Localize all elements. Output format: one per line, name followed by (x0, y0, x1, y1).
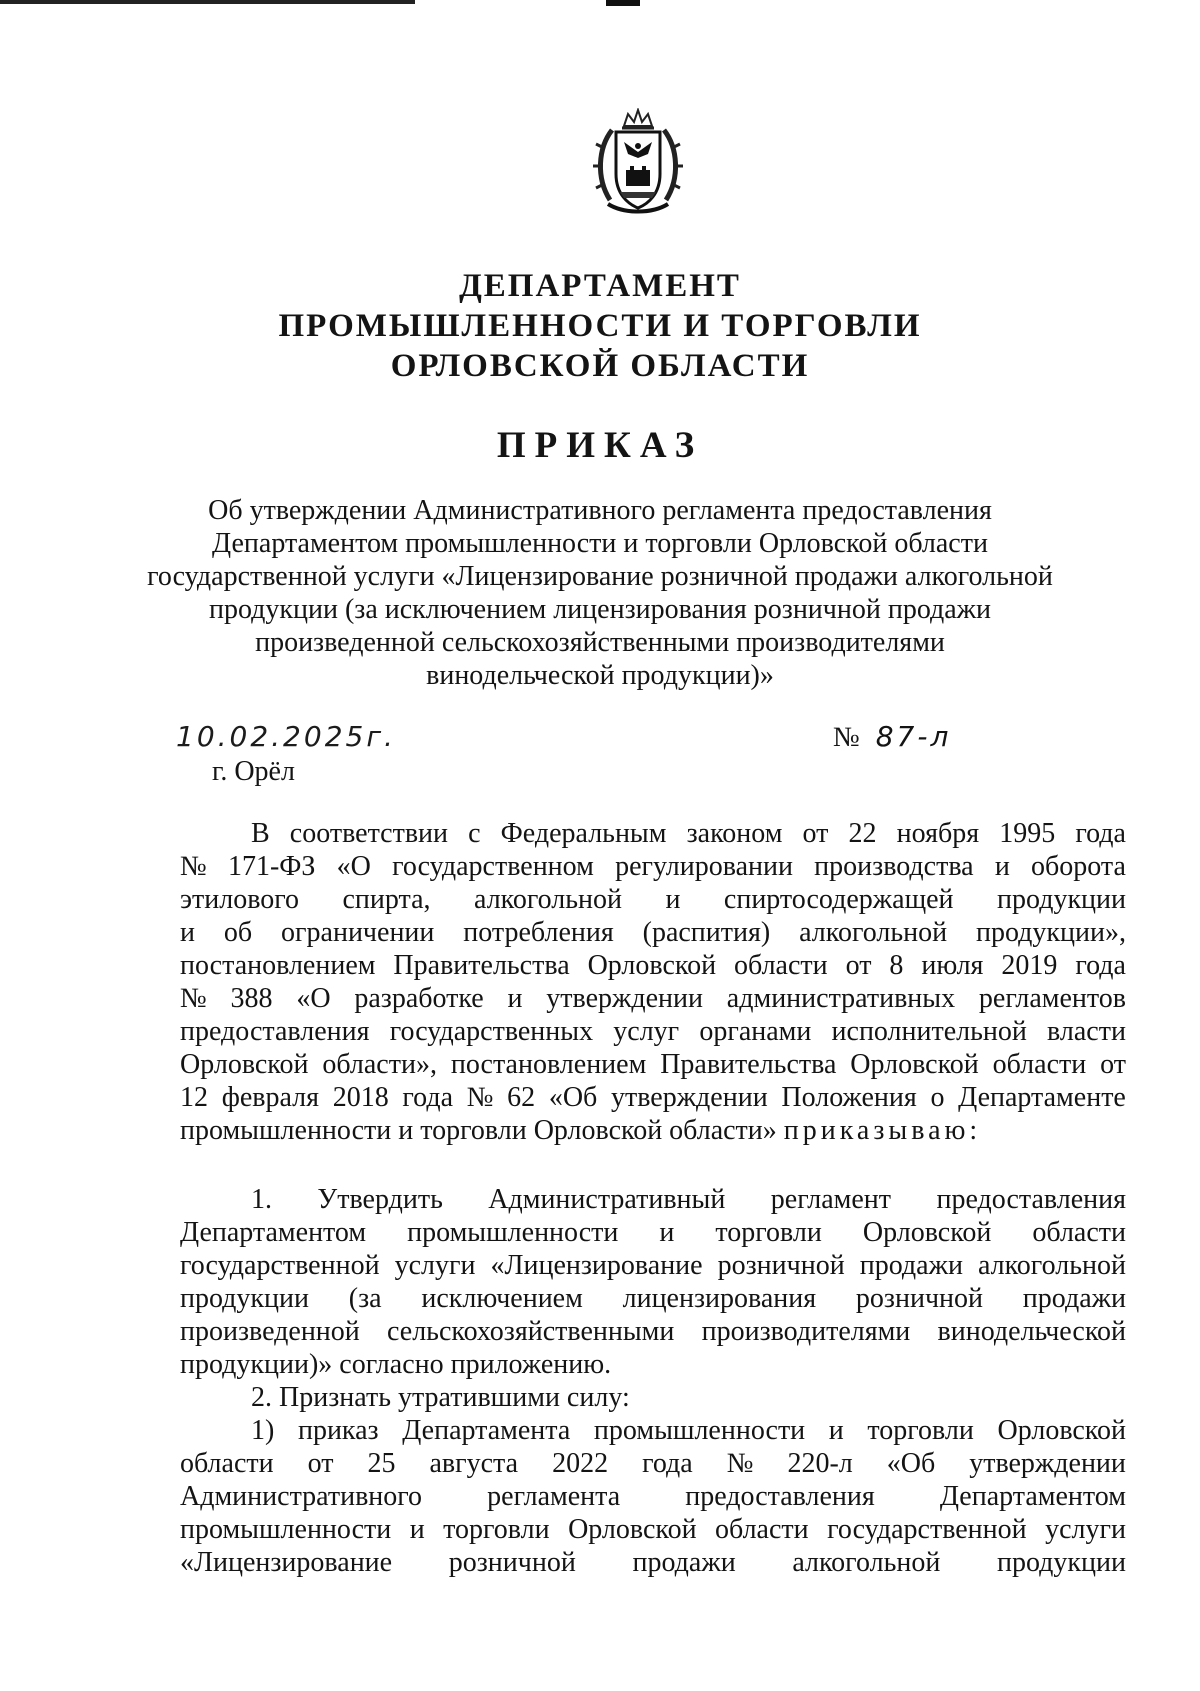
word: продукции», (975, 917, 1126, 948)
word: от (307, 1448, 334, 1479)
word: государственном (392, 851, 594, 882)
word: утверждении (610, 1082, 768, 1113)
word: года (402, 1082, 454, 1113)
word: (распития) (642, 917, 771, 948)
word: области (180, 1448, 274, 1479)
word: лицензирования (622, 1283, 817, 1314)
word: оборота (1031, 851, 1126, 882)
word: Орловской (997, 1415, 1126, 1446)
word: регламента (487, 1481, 621, 1512)
preamble-last-line (180, 1114, 1126, 1147)
word: с (468, 818, 481, 849)
word: винодельческой (937, 1316, 1126, 1347)
preamble-line (180, 1081, 1126, 1114)
word: спирта, (342, 884, 431, 915)
word: ноября (896, 818, 980, 849)
word: постановлением (450, 1049, 647, 1080)
word: Орловской (180, 1049, 309, 1080)
word: торговли (715, 1217, 822, 1248)
order-subject (0, 494, 1200, 692)
word: исполнительной (831, 1016, 1027, 1047)
word: июля (921, 950, 984, 981)
word: продукции (997, 884, 1126, 915)
word: 12 (180, 1082, 208, 1113)
word: 171-ФЗ (227, 851, 316, 882)
item-1-paragraph (180, 1183, 1126, 1381)
word: и (507, 983, 523, 1014)
word: продажи (859, 1250, 963, 1281)
word: (за (348, 1283, 382, 1314)
word: алкогольной (474, 884, 622, 915)
word: Орловской (850, 1049, 979, 1080)
word: № (180, 851, 207, 882)
subject-line-3: государственной услуги «Лицензирование розничной продажи алкогольной (147, 561, 1053, 592)
item-1-line (180, 1315, 1126, 1348)
word: 8 (889, 950, 904, 981)
subject-line-1: Об утверждении Административного регламента предоставления (208, 495, 992, 526)
word: производителями (701, 1316, 911, 1347)
word: и (828, 1415, 844, 1446)
word: 22 (848, 818, 877, 849)
word: регламент (770, 1184, 892, 1215)
word: алкогольной (977, 1250, 1126, 1281)
word: государственных (389, 1016, 594, 1047)
word: 388 (230, 983, 273, 1014)
word: торговли (867, 1415, 974, 1446)
word: 1) (251, 1415, 275, 1446)
word: власти (1047, 1016, 1126, 1047)
subject-line-2: Департаментом промышленности и торговли Орловской области (212, 528, 988, 559)
preamble-line (180, 850, 1126, 883)
preamble-last-text: промышленности и торговли Орловской области» (180, 1115, 777, 1146)
word: предоставления (685, 1481, 875, 1512)
word: Орловской (568, 1514, 697, 1545)
preamble-line (180, 817, 1126, 850)
subject-line-5: произведенной сельскохозяйственными производителями (255, 627, 945, 658)
word: В (251, 818, 270, 849)
word: регламентов (978, 983, 1126, 1014)
word: Департамента (402, 1415, 571, 1446)
word: и (994, 851, 1010, 882)
item-2-heading: 2. Признать утратившими силу: (251, 1382, 630, 1413)
item-2-sub1-line (180, 1513, 1126, 1546)
item-1-line (180, 1249, 1126, 1282)
word: услуги (1045, 1514, 1126, 1545)
word: 25 (367, 1448, 396, 1479)
word: года (642, 1448, 693, 1479)
preamble-line (180, 916, 1126, 949)
item-2-paragraph (180, 1381, 1126, 1579)
item-2-sub1-line (180, 1447, 1126, 1480)
scan-edge-mark (606, 0, 640, 6)
word: № (180, 983, 207, 1014)
word: 2019 (1001, 950, 1058, 981)
word: области (1032, 1217, 1126, 1248)
word: произведенной (180, 1316, 360, 1347)
item-2-sub1-line (180, 1546, 1126, 1579)
word: торговли (443, 1514, 550, 1545)
word: исключением (421, 1283, 583, 1314)
word: «Лицензирование (490, 1250, 703, 1281)
word: регулировании (615, 851, 793, 882)
preamble-line (180, 1048, 1126, 1081)
word: промышленности (593, 1415, 806, 1446)
word: № (726, 1448, 754, 1479)
word: Департаментом (939, 1481, 1126, 1512)
word: спиртосодержащей (723, 884, 954, 915)
word: 62 (507, 1082, 536, 1113)
word: Утвердить (317, 1184, 443, 1215)
item-1-line (180, 1216, 1126, 1249)
word: и (659, 1217, 675, 1248)
word: алкогольной (799, 917, 948, 948)
word: постановлением (180, 950, 376, 981)
word: сельскохозяйственными (387, 1316, 675, 1347)
word: разработке (354, 983, 484, 1014)
word: услуг (613, 1016, 680, 1047)
word: алкогольной (792, 1547, 941, 1578)
number-sign: № (833, 722, 860, 753)
word: утверждении (546, 983, 703, 1014)
word: и (665, 884, 681, 915)
word: Административного (180, 1481, 423, 1512)
word: продукции (996, 1547, 1126, 1578)
word: от (802, 818, 829, 849)
word: потребления (463, 917, 614, 948)
item-2-sub1-line (180, 1414, 1126, 1447)
word: августа (429, 1448, 519, 1479)
word: области (715, 1514, 809, 1545)
word: № (466, 1082, 494, 1113)
item-1-last-line: продукции)» согласно приложению. (180, 1349, 612, 1380)
word: Департаментом (180, 1217, 367, 1248)
word: и (180, 917, 195, 948)
word: продукции (180, 1283, 309, 1314)
word: 2018 (332, 1082, 389, 1113)
word: 2022 (552, 1448, 609, 1479)
word: Орловской (587, 950, 717, 981)
word: законом (686, 818, 783, 849)
word: Орловской (862, 1217, 992, 1248)
subject-line-6: винодельческой продукции)» (426, 660, 774, 691)
word: Административный (488, 1184, 726, 1215)
preamble-line (180, 949, 1126, 982)
preamble-line (180, 883, 1126, 916)
word: розничной (855, 1283, 984, 1314)
preamble-line (180, 982, 1126, 1015)
word: предоставления (936, 1184, 1126, 1215)
item-1-line (180, 1183, 1126, 1216)
word: органами (699, 1016, 812, 1047)
word: области (734, 950, 828, 981)
word: февраля (221, 1082, 320, 1113)
word: производства (814, 851, 974, 882)
item-2-sub1-line (180, 1480, 1126, 1513)
word: области», (322, 1049, 437, 1080)
word: продажи (1022, 1283, 1126, 1314)
word: ограничении (281, 917, 435, 948)
word: административных (726, 983, 956, 1014)
word: года (1075, 950, 1126, 981)
document-type-title: ПРИКАЗ (496, 425, 704, 466)
word: «О (336, 851, 371, 882)
city: г. Орёл (212, 756, 295, 787)
word: Правительства (660, 1049, 837, 1080)
word: промышленности (180, 1514, 392, 1545)
word: о (930, 1082, 945, 1113)
handwritten-number: 87-л (875, 720, 952, 753)
word: Положения (781, 1082, 917, 1113)
word: продажи (632, 1547, 736, 1578)
dept-line-3: ОРЛОВСКОЙ ОБЛАСТИ (390, 348, 810, 384)
word: «Лицензирование (180, 1547, 393, 1578)
word: розничной (717, 1250, 845, 1281)
word: «Об (886, 1448, 936, 1479)
word: «Об (548, 1082, 598, 1113)
word: предоставления (180, 1016, 370, 1047)
handwritten-date: 10.02.2025г. (176, 720, 396, 753)
preamble-line (180, 1015, 1126, 1048)
dept-line-2: ПРОМЫШЛЕННОСТИ И ТОРГОВЛИ (278, 308, 922, 344)
word: 1. (251, 1184, 272, 1215)
item-1-line (180, 1282, 1126, 1315)
word: государственной (180, 1250, 380, 1281)
word: и (409, 1514, 425, 1545)
word: 220-л (787, 1448, 853, 1479)
coat-of-arms-icon (590, 108, 686, 220)
department-name (0, 266, 1200, 386)
order-number (833, 720, 951, 754)
word: Федеральным (500, 818, 667, 849)
word: розничной (448, 1547, 576, 1578)
word: 1995 (999, 818, 1056, 849)
word: приказ (297, 1415, 379, 1446)
subject-line-4: продукции (за исключением лицензирования розничной продажи (208, 594, 992, 625)
word: Департаменте (958, 1082, 1126, 1113)
word: утверждении (969, 1448, 1126, 1479)
word: этилового (180, 884, 300, 915)
order-verb: приказываю: (783, 1115, 982, 1146)
dept-line-1: ДЕПАРТАМЕНТ (459, 268, 741, 304)
word: соответствии (289, 818, 449, 849)
preamble-paragraph (180, 817, 1126, 1147)
word: «О (296, 983, 331, 1014)
word: года (1075, 818, 1126, 849)
word: промышленности (407, 1217, 619, 1248)
scan-edge-line (0, 0, 415, 4)
word: Правительства (393, 950, 570, 981)
word: области (992, 1049, 1087, 1080)
word: услуги (394, 1250, 476, 1281)
word: об (223, 917, 253, 948)
word: от (845, 950, 872, 981)
word: государственной (827, 1514, 1027, 1545)
word: от (1100, 1049, 1126, 1080)
